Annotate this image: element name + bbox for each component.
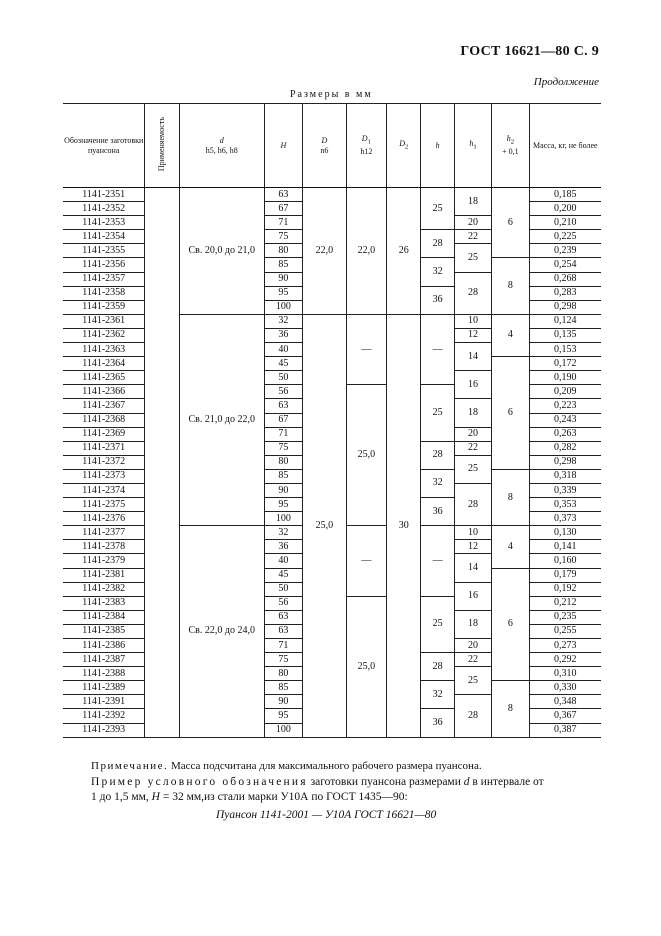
d-cell: Св. 20,0 до 21,0 [179, 188, 264, 315]
designation-cell: 1141-2366 [63, 385, 145, 399]
h1-cell: 16 [454, 371, 491, 399]
h1-cell: 28 [454, 272, 491, 314]
mass-cell: 0,268 [529, 272, 601, 286]
h1-cell: 18 [454, 399, 491, 427]
designation-cell: 1141-2358 [63, 286, 145, 300]
dimensions-table [63, 103, 601, 738]
h-cell: 32 [421, 681, 454, 709]
H-cell: 63 [264, 624, 302, 638]
mass-cell: 0,373 [529, 512, 601, 526]
h1-cell: 18 [454, 188, 491, 216]
mass-cell: 0,135 [529, 328, 601, 342]
designation-cell: 1141-2367 [63, 399, 145, 413]
table-row [63, 188, 601, 202]
H-cell: 85 [264, 469, 302, 483]
mass-cell: 0,367 [529, 709, 601, 723]
h2-cell: 4 [492, 314, 529, 356]
dimensions-caption: Размеры в мм [290, 89, 373, 100]
mass-cell: 0,185 [529, 188, 601, 202]
mass-cell: 0,298 [529, 455, 601, 469]
h2-cell: 6 [492, 188, 529, 258]
D1-cell: 25,0 [346, 596, 386, 737]
H-cell: 95 [264, 498, 302, 512]
mass-cell: 0,239 [529, 244, 601, 258]
H-cell: 80 [264, 455, 302, 469]
mass-cell: 0,339 [529, 483, 601, 497]
d-cell: Св. 22,0 до 24,0 [179, 526, 264, 737]
H-cell: 71 [264, 216, 302, 230]
designation-cell: 1141-2386 [63, 639, 145, 653]
d-cell: Св. 21,0 до 22,0 [179, 314, 264, 525]
designation-cell: 1141-2353 [63, 216, 145, 230]
col-d-header: d h5, h6, h8 [179, 104, 264, 188]
designation-example [91, 775, 603, 805]
mass-cell: 0,387 [529, 723, 601, 737]
table-row [63, 314, 601, 328]
example-text-1: заготовки пуансона размерами [310, 776, 461, 788]
col-designation-header: Обозначение заготовки пуансона [63, 104, 145, 188]
h-cell: 25 [421, 596, 454, 652]
applicability-cell [145, 188, 179, 738]
D-cell: 25,0 [303, 314, 346, 737]
designation-cell: 1141-2377 [63, 526, 145, 540]
table-note [91, 760, 482, 772]
H-cell: 56 [264, 385, 302, 399]
designation-cell: 1141-2363 [63, 343, 145, 357]
designation-cell: 1141-2355 [63, 244, 145, 258]
col-H-header: H [264, 104, 302, 188]
H-cell: 36 [264, 328, 302, 342]
mass-cell: 0,212 [529, 596, 601, 610]
D-cell: 22,0 [303, 188, 346, 315]
mass-cell: 0,283 [529, 286, 601, 300]
H-cell: 50 [264, 371, 302, 385]
designation-cell: 1141-2365 [63, 371, 145, 385]
mass-cell: 0,160 [529, 554, 601, 568]
h-cell: 28 [421, 441, 454, 469]
D1-cell: — [346, 526, 386, 596]
mass-cell: 0,225 [529, 230, 601, 244]
designation-cell: 1141-2376 [63, 512, 145, 526]
h1-cell: 25 [454, 244, 491, 272]
h2-cell: 6 [492, 568, 529, 681]
designation-cell: 1141-2382 [63, 582, 145, 596]
D2-cell: 30 [387, 314, 421, 737]
H-cell: 100 [264, 512, 302, 526]
H-cell: 85 [264, 258, 302, 272]
designation-cell: 1141-2384 [63, 610, 145, 624]
H-cell: 75 [264, 653, 302, 667]
mass-cell: 0,263 [529, 427, 601, 441]
h1-cell: 10 [454, 526, 491, 540]
designation-cell: 1141-2368 [63, 413, 145, 427]
designation-cell: 1141-2378 [63, 540, 145, 554]
col-h-header: h [421, 104, 454, 188]
H-cell: 45 [264, 357, 302, 371]
mass-cell: 0,209 [529, 385, 601, 399]
h1-cell: 10 [454, 314, 491, 328]
mass-cell: 0,153 [529, 343, 601, 357]
designation-cell: 1141-2369 [63, 427, 145, 441]
mass-cell: 0,124 [529, 314, 601, 328]
designation-cell: 1141-2388 [63, 667, 145, 681]
h-cell: 28 [421, 653, 454, 681]
mass-cell: 0,243 [529, 413, 601, 427]
designation-cell: 1141-2381 [63, 568, 145, 582]
H-cell: 63 [264, 399, 302, 413]
mass-cell: 0,190 [529, 371, 601, 385]
h1-cell: 18 [454, 610, 491, 638]
h1-cell: 20 [454, 639, 491, 653]
H-cell: 71 [264, 639, 302, 653]
h-cell: 32 [421, 258, 454, 286]
col-applicability-header: Применяемость [145, 104, 179, 188]
h1-cell: 14 [454, 554, 491, 582]
h1-cell: 28 [454, 695, 491, 737]
col-D1-header: $D_1$ h12 [346, 104, 386, 188]
mass-cell: 0,210 [529, 216, 601, 230]
col-mass-header: Масса, кг, не более [529, 104, 601, 188]
h1-cell: 22 [454, 653, 491, 667]
continuation-label: Продолжение [533, 76, 599, 88]
H-cell: 36 [264, 540, 302, 554]
designation-cell: 1141-2361 [63, 314, 145, 328]
h2-cell: 4 [492, 526, 529, 568]
col-h2-header: $h_2$ + 0,1 [492, 104, 529, 188]
designation-cell: 1141-2385 [63, 624, 145, 638]
designation-cell: 1141-2393 [63, 723, 145, 737]
mass-cell: 0,172 [529, 357, 601, 371]
designation-cell: 1141-2389 [63, 681, 145, 695]
H-cell: 80 [264, 667, 302, 681]
table-header-row [63, 104, 601, 188]
h2-cell: 8 [492, 469, 529, 525]
example-text-2: в интервале от [472, 776, 544, 788]
designation-cell: 1141-2356 [63, 258, 145, 272]
example-label: Пример условного обозначения [91, 776, 308, 788]
H-cell: 80 [264, 244, 302, 258]
mass-cell: 0,200 [529, 202, 601, 216]
example-H: H [151, 791, 160, 803]
designation-cell: 1141-2362 [63, 328, 145, 342]
h-cell: 36 [421, 498, 454, 526]
designation-cell: 1141-2387 [63, 653, 145, 667]
mass-cell: 0,310 [529, 667, 601, 681]
designation-cell: 1141-2383 [63, 596, 145, 610]
H-cell: 40 [264, 554, 302, 568]
H-cell: 75 [264, 230, 302, 244]
designation-cell: 1141-2392 [63, 709, 145, 723]
H-cell: 90 [264, 695, 302, 709]
H-cell: 63 [264, 188, 302, 202]
mass-cell: 0,273 [529, 639, 601, 653]
h1-cell: 14 [454, 343, 491, 371]
h-cell: — [421, 526, 454, 596]
D1-cell: — [346, 314, 386, 384]
H-cell: 67 [264, 202, 302, 216]
example-d: d [463, 776, 470, 788]
mass-cell: 0,235 [529, 610, 601, 624]
h1-cell: 12 [454, 540, 491, 554]
H-cell: 95 [264, 286, 302, 300]
mass-cell: 0,255 [529, 624, 601, 638]
H-cell: 100 [264, 723, 302, 737]
h1-cell: 22 [454, 441, 491, 455]
mass-cell: 0,254 [529, 258, 601, 272]
designation-cell: 1141-2379 [63, 554, 145, 568]
H-cell: 85 [264, 681, 302, 695]
h-cell: 36 [421, 286, 454, 314]
h1-cell: 25 [454, 455, 491, 483]
mass-cell: 0,141 [529, 540, 601, 554]
h1-cell: 22 [454, 230, 491, 244]
example-designation: Пуансон 1141-2001 — У10А ГОСТ 16621—80 [216, 809, 437, 821]
D2-cell: 26 [387, 188, 421, 315]
page-header: ГОСТ 16621—80 С. 9 [460, 44, 599, 59]
H-cell: 40 [264, 343, 302, 357]
mass-cell: 0,130 [529, 526, 601, 540]
h-cell: 32 [421, 469, 454, 497]
designation-cell: 1141-2352 [63, 202, 145, 216]
designation-cell: 1141-2374 [63, 483, 145, 497]
h2-cell: 8 [492, 681, 529, 737]
h1-cell: 28 [454, 483, 491, 525]
H-cell: 56 [264, 596, 302, 610]
h-cell: 25 [421, 188, 454, 230]
designation-cell: 1141-2357 [63, 272, 145, 286]
col-h1-header: $h_1$ [454, 104, 491, 188]
H-cell: 32 [264, 314, 302, 328]
designation-cell: 1141-2364 [63, 357, 145, 371]
h-cell: 28 [421, 230, 454, 258]
H-cell: 32 [264, 526, 302, 540]
D1-cell: 25,0 [346, 385, 386, 526]
col-D2-header: $D_2$ [387, 104, 421, 188]
h1-cell: 25 [454, 667, 491, 695]
H-cell: 100 [264, 300, 302, 314]
note-text: Масса подсчитана для максимального рабочего размера пуансона. [170, 760, 482, 772]
mass-cell: 0,348 [529, 695, 601, 709]
H-cell: 50 [264, 582, 302, 596]
H-cell: 75 [264, 441, 302, 455]
designation-cell: 1141-2371 [63, 441, 145, 455]
mass-cell: 0,179 [529, 568, 601, 582]
mass-cell: 0,292 [529, 653, 601, 667]
mass-cell: 0,298 [529, 300, 601, 314]
mass-cell: 0,353 [529, 498, 601, 512]
mass-cell: 0,223 [529, 399, 601, 413]
designation-cell: 1141-2354 [63, 230, 145, 244]
mass-cell: 0,330 [529, 681, 601, 695]
H-cell: 71 [264, 427, 302, 441]
mass-cell: 0,192 [529, 582, 601, 596]
h1-cell: 12 [454, 328, 491, 342]
mass-cell: 0,318 [529, 469, 601, 483]
h2-cell: 6 [492, 357, 529, 470]
designation-cell: 1141-2391 [63, 695, 145, 709]
H-cell: 95 [264, 709, 302, 723]
h-cell: 36 [421, 709, 454, 737]
example-line2-a: 1 до 1,5 мм, [91, 791, 149, 803]
H-cell: 63 [264, 610, 302, 624]
H-cell: 90 [264, 272, 302, 286]
D1-cell: 22,0 [346, 188, 386, 315]
example-line2-b: = 32 мм,из стали марки У10А по ГОСТ 1435—90: [162, 791, 408, 803]
h1-cell: 16 [454, 582, 491, 610]
h-cell: — [421, 314, 454, 384]
mass-cell: 0,282 [529, 441, 601, 455]
h1-cell: 20 [454, 427, 491, 441]
designation-cell: 1141-2359 [63, 300, 145, 314]
designation-cell: 1141-2351 [63, 188, 145, 202]
h1-cell: 20 [454, 216, 491, 230]
designation-cell: 1141-2373 [63, 469, 145, 483]
h2-cell: 8 [492, 258, 529, 314]
h-cell: 25 [421, 385, 454, 441]
note-label: Примечание. [91, 760, 169, 772]
designation-cell: 1141-2375 [63, 498, 145, 512]
col-D-header: D n6 [303, 104, 346, 188]
H-cell: 90 [264, 483, 302, 497]
designation-cell: 1141-2372 [63, 455, 145, 469]
H-cell: 45 [264, 568, 302, 582]
H-cell: 67 [264, 413, 302, 427]
